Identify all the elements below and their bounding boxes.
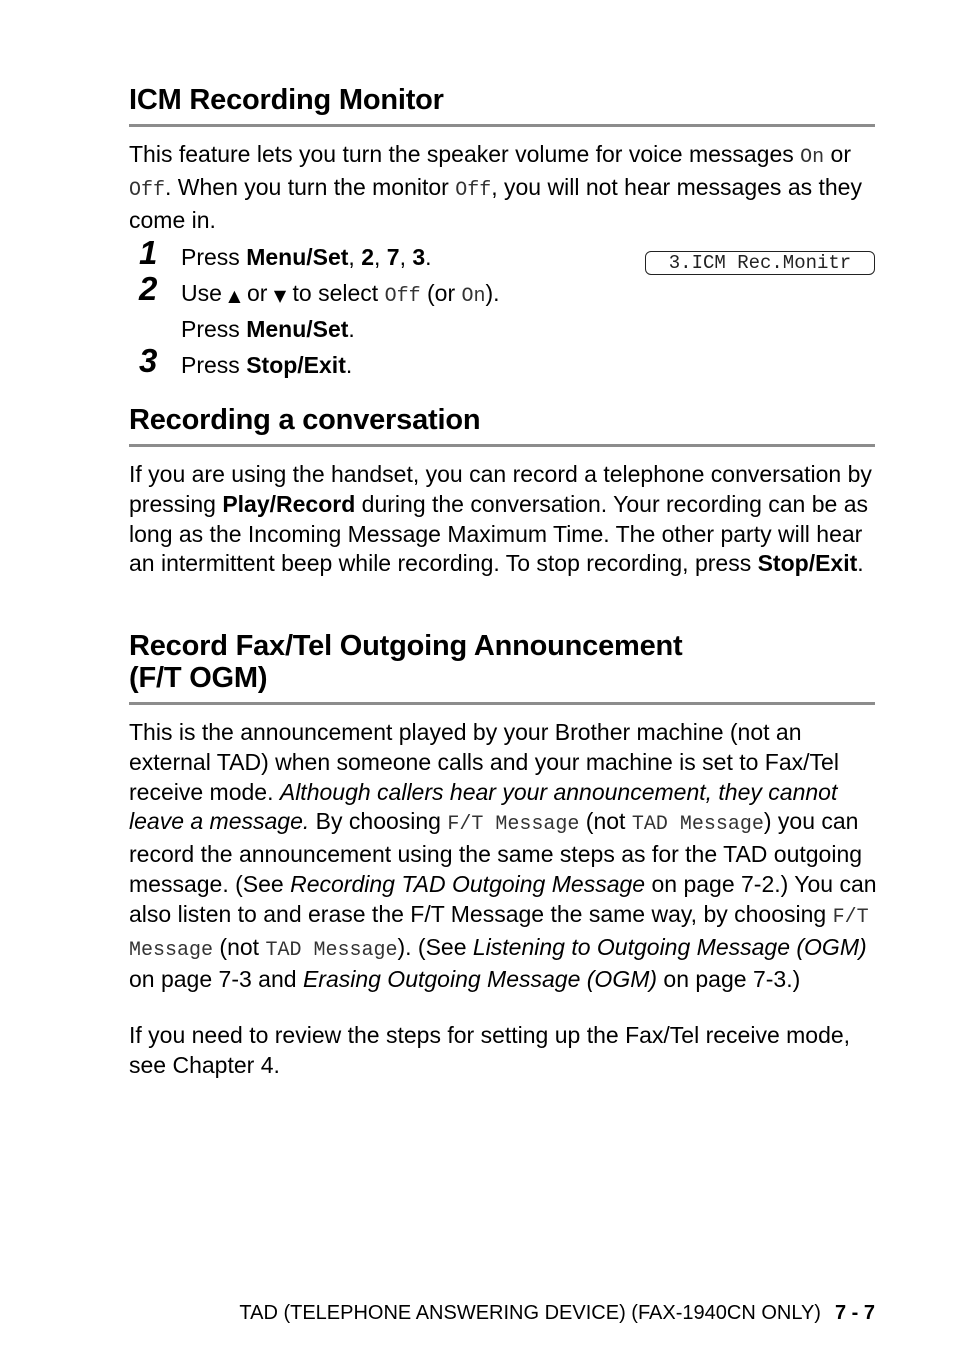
section-divider [129,124,875,127]
lcd-value-off: Off [384,285,421,308]
section-divider [129,444,875,447]
page-footer [239,1300,875,1326]
step-2-text-continued: Press Menu/Set. [181,316,355,342]
ftogm-paragraph-2: If you need to review the steps for setting up the Fax/Tel receive mode, see Chapter 4. [129,1022,851,1078]
up-arrow-icon: ▲ [228,286,241,305]
cross-reference: Erasing Outgoing Message (OGM) [302,966,658,993]
cross-reference: Listening to Outgoing Message (OGM) [472,933,867,960]
ftogm-paragraph-1: This is the announcement played by your Brother machine (not an external TAD) when someone calls and your machine is set to Fax/Tel receive mode. Although callers hear your announcement, they cannot leave a message. By choosing F/T Message (not TAD Message) you can record the announcement using the same steps as for the TAD outgoing message. (See Recording TAD Outgoing Message on page 7-2.) You can also listen to and erase the F/T Message the same way, by choosing F/T Message (not TAD Message). (See Listening to Outgoing Message (OGM) on page 7-3 and Erasing Outgoing Message (OGM) on page 7-3.) [129,719,877,993]
lcd-value-off: Off [129,178,166,202]
lcd-value-on: On [800,146,825,169]
footer-chapter-title: TAD (TELEPHONE ANSWERING DEVICE) (FAX-1940CN ONLY) [239,1302,821,1324]
step-number-1: 1 [139,234,158,271]
down-arrow-icon: ▼ [273,286,287,305]
key-play-record: Play/Record [222,490,356,517]
section-title-icm-recording-monitor: ICM Recording Monitor [129,84,444,116]
section-divider [129,702,875,705]
key-2: 2 [361,244,374,270]
lcd-value-on: On [461,285,486,308]
lcd-value-off: Off [455,178,492,202]
key-3: 3 [412,244,426,270]
lcd-value-tad-message: TAD Message [265,938,398,962]
cross-reference: Recording TAD Outgoing Message [290,870,646,897]
step-2-text: Use ▲ or ▼ to select Off (or On). [181,280,500,308]
section-title-ft-ogm: Record Fax/Tel Outgoing Announcement (F/T OGM) [129,630,683,694]
key-stop-exit: Stop/Exit [246,352,346,378]
step-number-2: 2 [139,270,158,307]
icm-intro-paragraph: This feature lets you turn the speaker volume for voice messages On or Off. When you turn the monitor Off, you will not hear messages as they come in. [129,141,862,233]
lcd-value-tad-message: TAD Message [631,813,764,837]
step-3-text: Press Stop/Exit. [181,352,353,378]
key-stop-exit: Stop/Exit [757,550,858,577]
recording-paragraph: If you are using the handset, you can record a telephone conversation by pressing Play/Record during the conversation. Your recording can be as long as the Incoming Message Maximum Time. The other party will hear an intermittent beep while recording. To stop recording, press Stop/Exit. [129,461,872,577]
section-title-recording-conversation: Recording a conversation [129,404,481,436]
step-number-3: 3 [139,342,158,379]
step-1-text: Press Menu/Set, 2, 7, 3. [181,244,432,270]
page-number: 7 - 7 [834,1302,875,1324]
key-7: 7 [386,244,400,270]
key-menu-set: Menu/Set [246,316,349,342]
key-menu-set: Menu/Set [246,244,349,270]
lcd-value-ft-message: F/T Message [447,813,580,837]
lcd-value-ft-message: F/T Message [129,905,869,962]
lcd-display-box: 3.ICM Rec.Monitr [645,251,875,275]
